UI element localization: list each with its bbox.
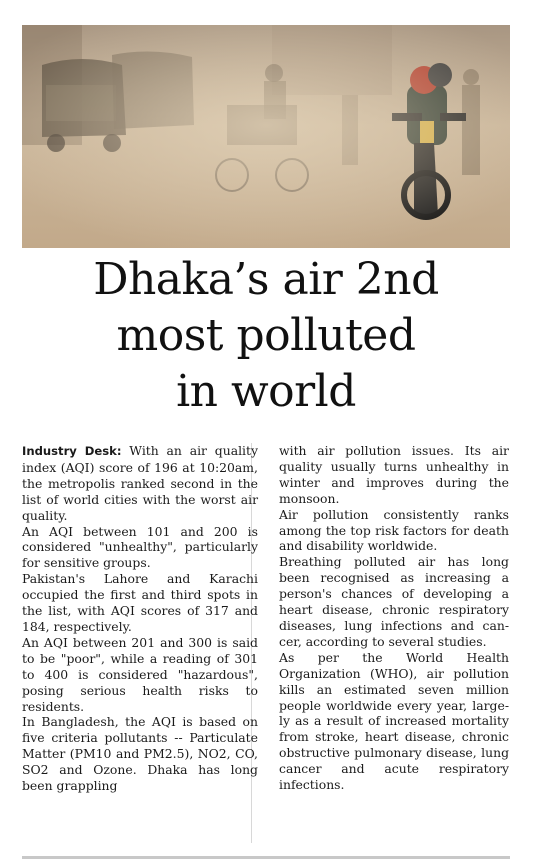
- headline-line-1: Dhaka’s air 2nd: [93, 254, 439, 305]
- lead-paragraph: [22, 443, 258, 524]
- smoggy-street-photo: [22, 25, 510, 248]
- paragraph: Air pollution consistently ranks among the top risk factors for death and disability worldwide.: [279, 506, 509, 554]
- column-right: [279, 443, 509, 793]
- paragraph: Pakistan's Lahore and Karachi occupied the first and third spots in the list, with AQI scores of 317 and 184, respectively.: [22, 571, 258, 634]
- bottom-rule: [22, 856, 510, 859]
- paragraph: An AQI between 101 and 200 is considered "unhealthy", particularly for sensitive groups.: [22, 523, 258, 571]
- lead-text: With an air quality index (AQI) score of 196 at 10:20am, the metropolis ranked second in the list of world cities with the worst air quality.: [22, 443, 258, 523]
- paragraph: with air pollution issues. Its air quality usually turns unhealthy in winter and improves during the monsoon.: [279, 443, 509, 506]
- article-body: [22, 443, 510, 843]
- paragraph: In Bangladesh, the AQI is based on five criteria pollutants -- Particulate Matter (PM10 and PM2.5), NO2, CO, SO2 and Ozone. Dhaka has long been grappling: [22, 714, 258, 794]
- headline: [22, 252, 510, 420]
- article-photo: [22, 25, 510, 248]
- paragraph: Breathing polluted air has long been recognised as increasing a person's chances of developing a heart disease, chronic respiratory diseases, lung infections and cancer, according to several studies.: [279, 554, 509, 649]
- column-left: [22, 443, 258, 794]
- headline-line-2: most polluted: [116, 310, 416, 361]
- paragraph: As per the World Health Organization (WHO), air pollution kills an estimated seven million people worldwide every year, largely as a result of increased mortality from stroke, heart disease, chronic obstructive pulmonary disease, lung cancer and acute respiratory infections.: [279, 649, 509, 793]
- headline-line-3: in world: [176, 366, 356, 417]
- byline: Industry Desk:: [22, 444, 122, 458]
- paragraph: An AQI between 201 and 300 is said to be "poor", while a reading of 301 to 400 is considered "hazardous", posing serious health risks to residents.: [22, 634, 258, 714]
